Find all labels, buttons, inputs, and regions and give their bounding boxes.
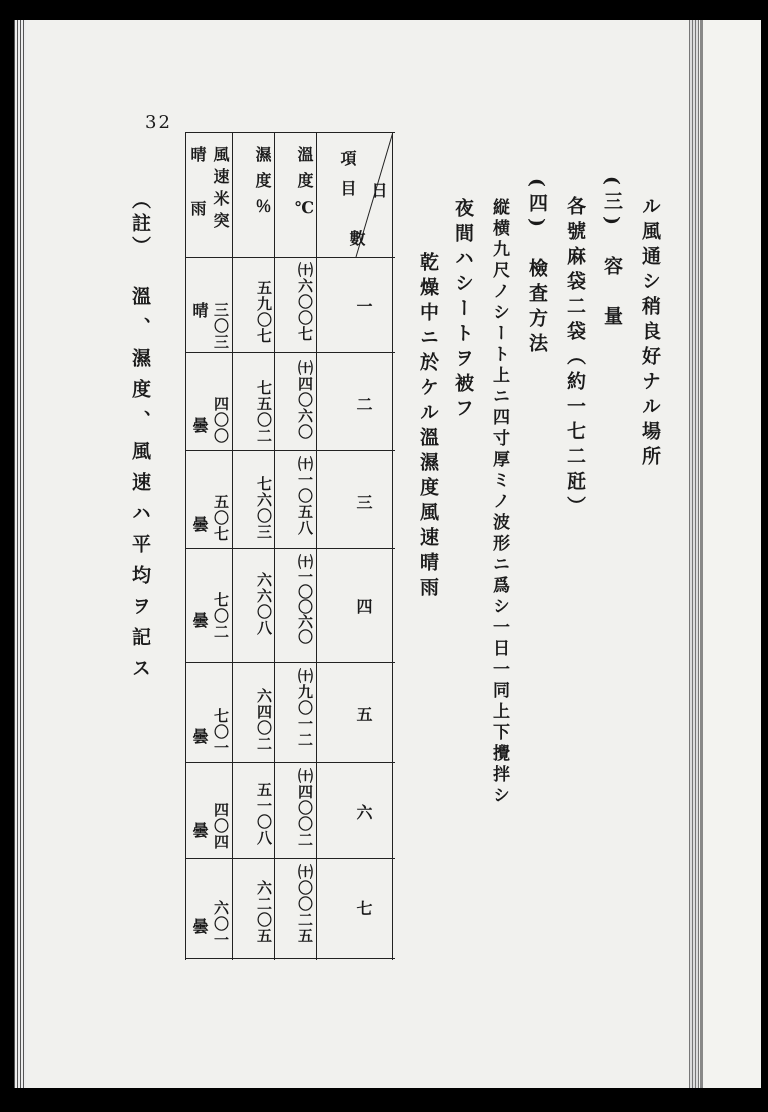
row-label-weather: 晴雨 (188, 146, 207, 254)
wind-4: 七〇二 (212, 592, 230, 640)
page-number: 32 (145, 112, 172, 133)
wind-1: 三〇三 (212, 302, 230, 350)
header-count: 數 (347, 230, 366, 249)
text-line-3: 各號麻袋二袋（約一七二瓩） (564, 196, 586, 521)
temp-2: ㈩四〇六〇 (296, 360, 314, 440)
section-4-heading: (四) 檢査方法 (526, 178, 548, 358)
text-line-1: ル風通シ稍良好ナル場所 (639, 196, 661, 471)
humid-3: 七六〇三 (255, 476, 273, 540)
note-text: 溫、濕度、風速ハ平均ヲ記ス (129, 286, 151, 689)
wind-6: 四〇四 (212, 802, 230, 850)
weather-1: 晴 (190, 302, 209, 321)
book-binding (14, 20, 26, 1088)
day-7: 七 (354, 900, 373, 919)
humid-7: 六二〇五 (255, 880, 273, 944)
temp-6: ㈩四〇〇二 (296, 768, 314, 848)
text-line-5: 縦横九尺ノシート上ニ四寸厚ミノ波形ニ爲シ一日一同上下攪拌シ (489, 198, 509, 807)
humid-5: 六四〇二 (255, 688, 273, 752)
humid-1: 五九〇七 (255, 280, 273, 344)
wind-5: 七〇一 (212, 708, 230, 756)
next-page-edge (700, 20, 761, 1088)
text-line-6: 夜間ハシートヲ被フ (452, 198, 474, 423)
weather-3: 曇 (190, 516, 209, 535)
weather-2: 曇 (190, 417, 209, 436)
weather-5: 曇 (190, 728, 209, 747)
header-item: 項目 (338, 150, 357, 210)
row-label-temp: 溫度℃ (295, 146, 314, 227)
day-6: 六 (354, 804, 373, 823)
section-3-heading: (三) 容 量 (601, 176, 623, 331)
row-label-wind: 風速米突 (211, 146, 230, 234)
day-5: 五 (354, 706, 373, 725)
day-1: 一 (354, 298, 373, 317)
humid-2: 七五〇二 (255, 380, 273, 444)
humid-4: 六六〇八 (255, 572, 273, 636)
day-2: 二 (354, 396, 373, 415)
weather-6: 曇 (190, 822, 209, 841)
header-day: 日 (369, 182, 388, 201)
temp-3: ㈩一〇五八 (296, 456, 314, 536)
day-4: 四 (354, 598, 373, 617)
wind-3: 五〇七 (212, 494, 230, 542)
humid-6: 五一〇八 (255, 782, 273, 846)
temp-4: ㈩一〇〇六〇 (296, 554, 314, 644)
temp-1: ㈩六〇〇七 (296, 262, 314, 342)
wind-7: 六〇一 (212, 900, 230, 948)
weather-7: 曇 (190, 918, 209, 937)
wind-2: 四〇〇 (212, 396, 230, 444)
weather-table (185, 132, 395, 960)
weather-4: 曇 (190, 612, 209, 631)
note-label: （註） (129, 190, 151, 259)
table-caption: 乾燥中ニ於ケル溫濕度風速晴雨 (417, 252, 439, 602)
day-3: 三 (354, 494, 373, 513)
row-label-humid: 濕度％ (253, 146, 272, 224)
temp-7: ㈩〇〇二五 (296, 864, 314, 944)
temp-5: ㈩九〇一二 (296, 668, 314, 748)
